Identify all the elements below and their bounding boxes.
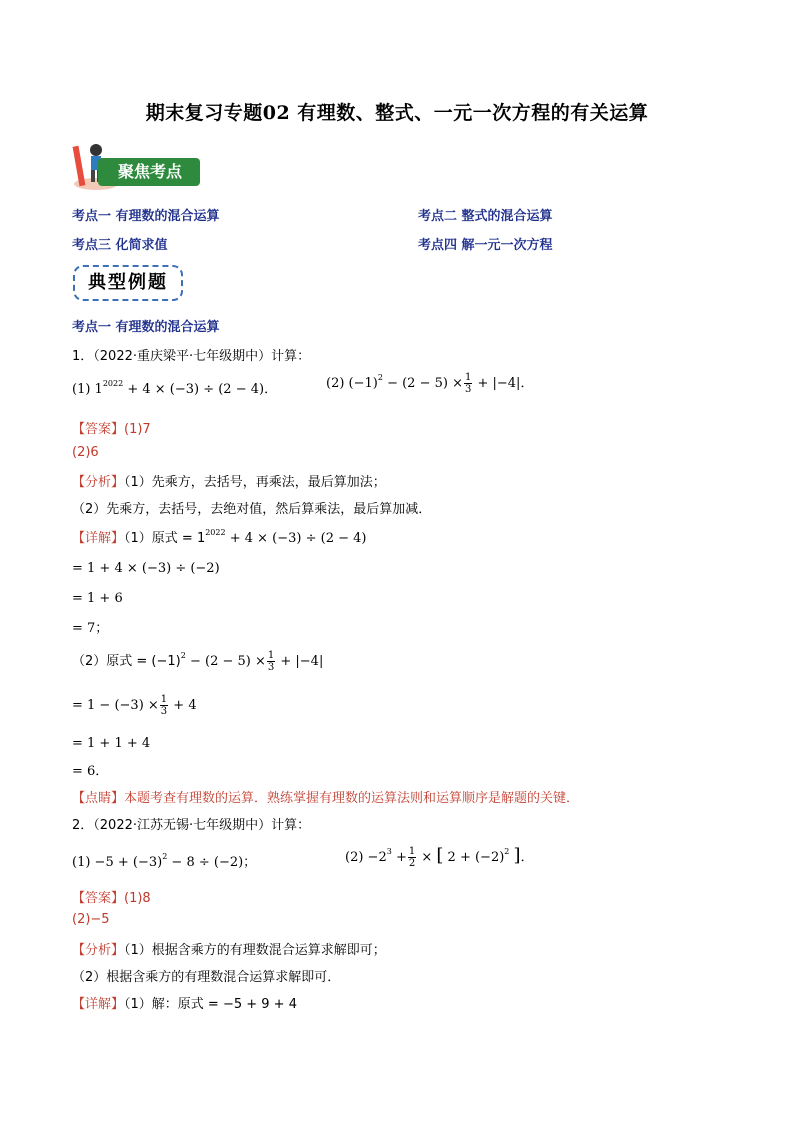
- question-1-stem: 1．（2022·重庆梁平·七年级期中）计算：: [72, 349, 311, 364]
- detail-line-8: = 6．: [72, 764, 109, 779]
- topic-3: 考点三 化简求值: [72, 238, 168, 253]
- detail-line-7: = 1 + 1 + 4: [72, 736, 151, 751]
- analysis-q2-2: （2）根据含乘方的有理数混合运算求解即可．: [72, 970, 341, 985]
- detail-q2-line-1: 【详解】（1）解：原式 = −5 + 9 + 4: [72, 997, 297, 1012]
- detail-line-3: = 1 + 6: [72, 591, 123, 606]
- topic-4: 考点四 解一元一次方程: [418, 238, 553, 253]
- focus-badge: 聚焦考点: [98, 158, 200, 186]
- examples-heading: 典型例题: [73, 265, 183, 301]
- question-2-stem: 2．（2022·江苏无锡·七年级期中）计算：: [72, 818, 311, 833]
- answer-2: (2)6: [72, 445, 99, 460]
- detail-line-2: = 1 + 4 × (−3) ÷ (−2): [72, 561, 220, 576]
- comment: 【点睛】本题考查有理数的运算．熟练掌握有理数的运算法则和运算顺序是解题的关键．: [72, 791, 580, 806]
- detail-line-4: = 7；: [72, 621, 109, 636]
- topic-2: 考点二 整式的混合运算: [418, 209, 553, 224]
- analysis-q2: 【分析】（1）根据含乘方的有理数混合运算求解即可；: [72, 943, 386, 958]
- answer-label: 【答案】(1)7: [72, 422, 151, 437]
- page-title: 期末复习专题02 有理数、整式、一元一次方程的有关运算: [145, 102, 649, 124]
- question-1-part-1: (1) $1^{2022} + 4 \times (-3) \div (2 - 4)$．: [72, 379, 278, 397]
- analysis: 【分析】（1）先乘方，去括号，再乘法，最后算加法；: [72, 475, 386, 490]
- detail-line-6: = 1 − (−3) × $\frac{1}{3}$ + 4: [72, 694, 197, 717]
- analysis-2: （2）先乘方，去括号，去绝对值，然后算乘法，最后算加减．: [72, 502, 432, 517]
- question-2-part-2: $(2) -2^3$ + $\frac{1}{2}$ × [ $2 + (-2)^2$ ]．: [345, 845, 534, 869]
- question-2-part-1: $(1) -5 + (-3)^2 - 8 \div (-2)$；: [72, 852, 257, 870]
- topic-1: 考点一 有理数的混合运算: [72, 209, 220, 224]
- section-heading: 考点一 有理数的混合运算: [72, 320, 220, 335]
- detail-line-1: 【详解】（1）原式 = $1^{2022} + 4 \times (-3) \div (2 - 4)$: [72, 528, 367, 546]
- question-1-part-2: (2) $(-1)^2 - (2 - 5)$ × $\frac{1}{3}$ + |−4|．: [326, 372, 534, 395]
- answer-2-2: (2)−5: [72, 912, 110, 927]
- answer-label-2: 【答案】(1)8: [72, 891, 151, 906]
- detail-line-5: （2）原式 = $(-1)^2 - (2 - 5)$ × $\frac{1}{3}$ + |−4|: [72, 650, 324, 673]
